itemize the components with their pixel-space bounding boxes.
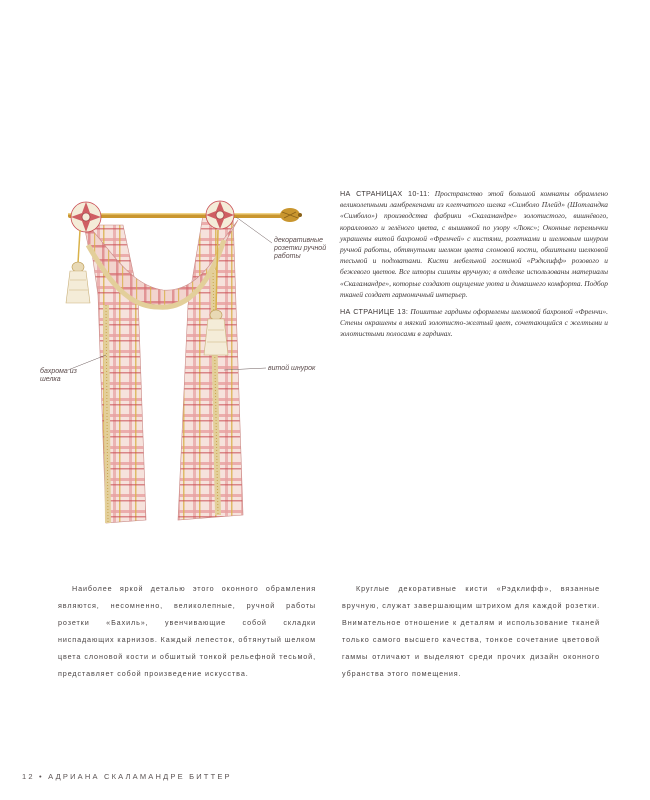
- caption-lead-1: НА СТРАНИЦАХ 10-11:: [340, 189, 430, 198]
- fringe-left: [106, 305, 108, 523]
- rosette-right: [206, 201, 234, 229]
- body-column-left: [58, 580, 316, 682]
- caption-text-1: Пространство этой большой комнаты обрамлено великолепными ламбрекенами из клетчатого шелка «Симболо Плейд» (Шотландка «Симболо») производства фабрики «Скаламандре» золотистого, вишнёвого, кораллового и зелёного цвета, с вышивкой по узору «Люкс»; Оконные перемычки украшены витой бахромой «Френчей» с кистями, розетками и шелковым шнуром ручной работы, обтянутыми шелком цвета слоновой кости, обшитыми шелковой тесьмой и подхватами. Кисти мебельной гостиной «Рэдклифф» розового и бежевого цветов. Все шторы сшиты вручную; в отделке использованы материалы «Скаламандре», которые создают ощущение уюта и домашнего комфорта. Подбор тканей создает гармоничный интерьер.: [340, 189, 608, 299]
- label-rosettes: декоративные розетки ручной работы: [274, 237, 327, 260]
- body-text-right: Круглые декоративные кисти «Рэдклифф», вязанные вручную, служат завершающим штрихом для каждой розетки. Внимательное отношение к деталям и использование тканей только самого высшего качества, тонкое сочетание цветовой гаммы отличают и выделяют среди прочих дизайн оконного убранства этого помещения.: [342, 584, 600, 678]
- caption-lead-2: НА СТРАНИЦЕ 13:: [340, 307, 409, 317]
- curtain-panel-right: [178, 215, 243, 520]
- page-footer: 12 • АДРИАНА СКАЛАМАНДРЕ БИТТЕР: [22, 772, 232, 781]
- caption: [340, 188, 608, 346]
- tassel-left: [66, 230, 90, 303]
- leader-rosettes: [236, 217, 272, 243]
- caption-text-2: Пошитые гардины оформлены шелковой бахромой «Френчи». Стены окрашены в мягкий золотисто-желтый цвет, сочетающийся с желтыми и золотистыми полосами в гардинах.: [340, 307, 608, 339]
- label-cord: витой шнурок: [268, 365, 316, 372]
- caption-paragraph-1: [340, 188, 608, 300]
- body-column-right: [342, 580, 600, 682]
- caption-paragraph-2: [340, 306, 608, 340]
- rosette-left: [71, 202, 101, 232]
- label-fringe: бахрома из шелка: [40, 368, 77, 383]
- body-text-left: Наиболее яркой деталью этого оконного обрамления являются, несомненно, великолепные, ручной работы розетки «Бахиль», увенчивающие собой складки ниспадающих карнизов. Каждый лепесток, обтянутый шелком цвета слоновой кости и обшитый тонкой рельефной тесьмой, представляет собой произведение искусства.: [58, 584, 316, 678]
